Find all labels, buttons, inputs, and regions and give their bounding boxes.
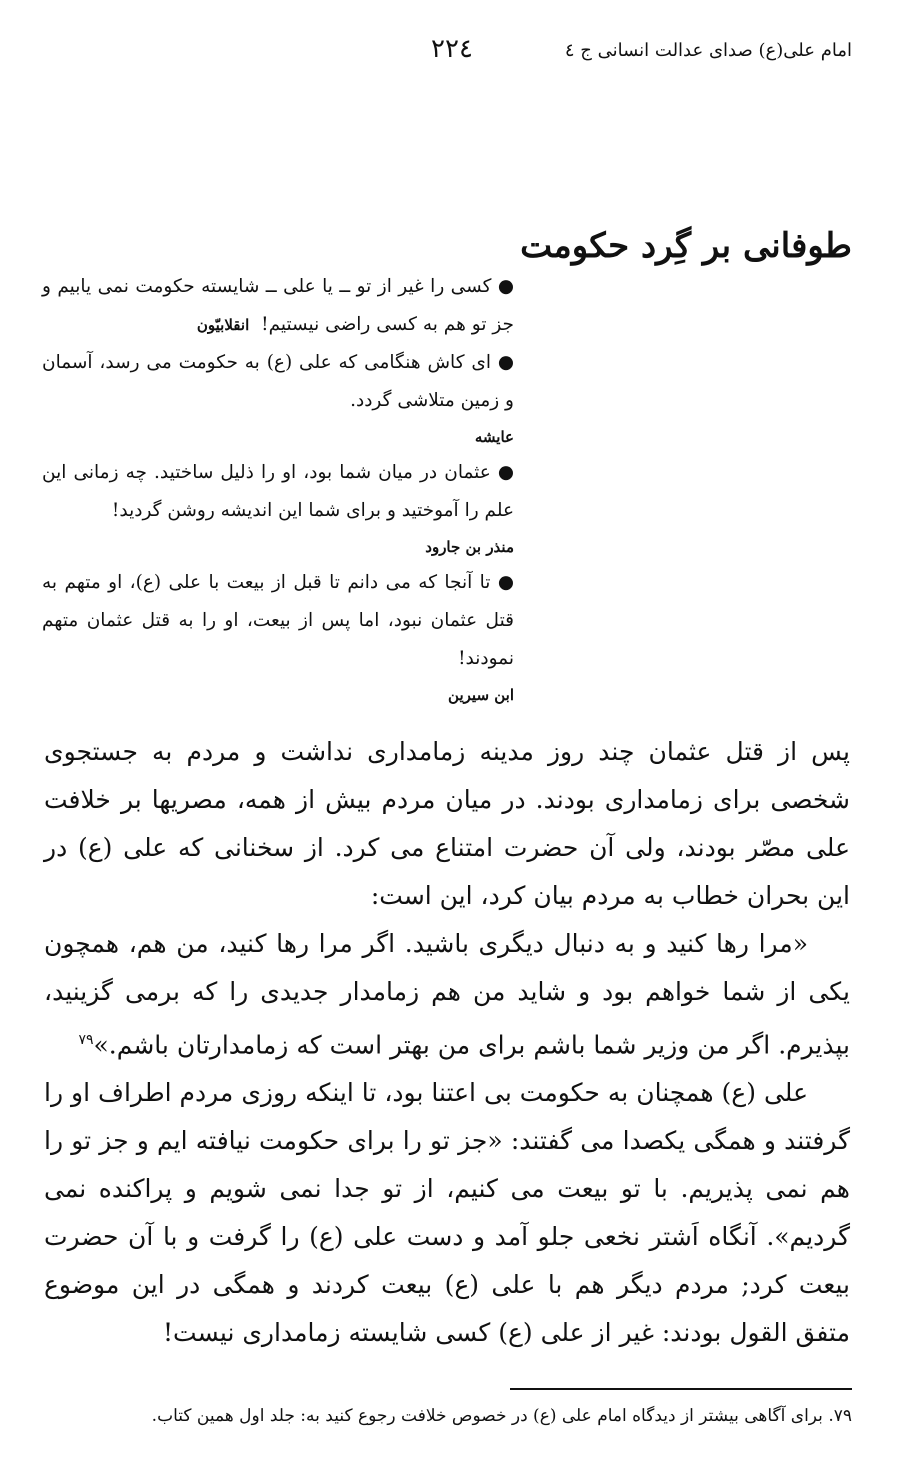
book-title: امام علی(ع) صدای عدالت انسانی ج ٤ bbox=[564, 40, 852, 61]
quote-text: ● کسی را غیر از تو ــ یا علی ــ شایسته حکومت نمی یابیم و جز تو هم به کسی راضی نیستیم! bbox=[42, 276, 514, 335]
footnote-reference: ٧٩ bbox=[78, 1032, 94, 1048]
body-text bbox=[44, 728, 850, 1357]
footnote-divider bbox=[510, 1388, 852, 1390]
quote-source: عایشه bbox=[474, 428, 514, 446]
quote-source: منذر بن جارود bbox=[425, 538, 514, 556]
quote-source: ابن سیرین bbox=[448, 686, 514, 704]
quote-text: ● ای کاش هنگامی که علی (ع) به حکومت می رسد، آسمان و زمین متلاشی گردد. bbox=[42, 352, 514, 411]
quote-item bbox=[42, 454, 514, 564]
quote-text: ● تا آنجا که می دانم تا قبل از بیعت با علی (ع)، او متهم به قتل عثمان نبود، اما پس از بیعت، او را به قتل عثمان متهم نمودند! bbox=[42, 572, 514, 669]
quote-source: انقلابیّون bbox=[196, 316, 250, 334]
quoted-speech: «مرا رها کنید و به دنبال دیگری باشید. اگر مرا رها کنید، من هم، همچون یکی از شما خواهم بود و شاید من هم زمامدار جدیدی را که برمی گزینید، بپذیرم. اگر من وزیر شما باشم برای من بهتر است که زمامدارتان باشم.» bbox=[44, 929, 850, 1060]
quote-item bbox=[42, 268, 514, 344]
quote-item bbox=[42, 344, 514, 454]
quote-text: ● عثمان در میان شما بود، او را ذلیل ساختید. چه زمانی این علم را آموختید و برای شما این اندیشه روشن گردید! bbox=[42, 462, 514, 521]
section-title: طوفانی بر گِرد حکومت bbox=[520, 226, 852, 266]
footnote: ٧٩. برای آگاهی بیشتر از دیدگاه امام علی (ع) در خصوص خلافت رجوع کنید به: جلد اول همین کتاب. bbox=[151, 1406, 852, 1426]
body-paragraph: علی (ع) همچنان به حکومت بی اعتنا بود، تا اینکه روزی مردم اطراف او را گرفتند و همگی یکصدا می گفتند: «جز تو را برای حکومت نیافته ایم و جز تو را هم نمی پذیریم. با تو بیعت می کنیم، از تو جدا نمی شویم و پراکنده نمی گردیم». آنگاه اَشتر نخعی جلو آمد و دست علی (ع) را گرفت و با آن حضرت بیعت کرد; مردم دیگر هم با علی (ع) بیعت کردند و همگی در این موضوع متفق القول بودند: غیر از علی (ع) کسی شایسته زمامداری نیست! bbox=[44, 1078, 850, 1348]
quote-item bbox=[42, 564, 514, 712]
page-number: ٢٢٤ bbox=[431, 34, 473, 64]
epigraph-quotes bbox=[42, 268, 514, 712]
body-paragraph bbox=[44, 920, 850, 1069]
body-paragraph: پس از قتل عثمان چند روز مدینه زمامداری نداشت و مردم به جستجوی شخصی برای زمامداری بودند. در میان مردم بیش از همه، مصریها بر خلافت علی مصّر بودند، ولی آن حضرت امتناع می کرد. از سخنانی که علی (ع) در این بحران خطاب به مردم بیان کرد، این است: bbox=[44, 737, 850, 910]
